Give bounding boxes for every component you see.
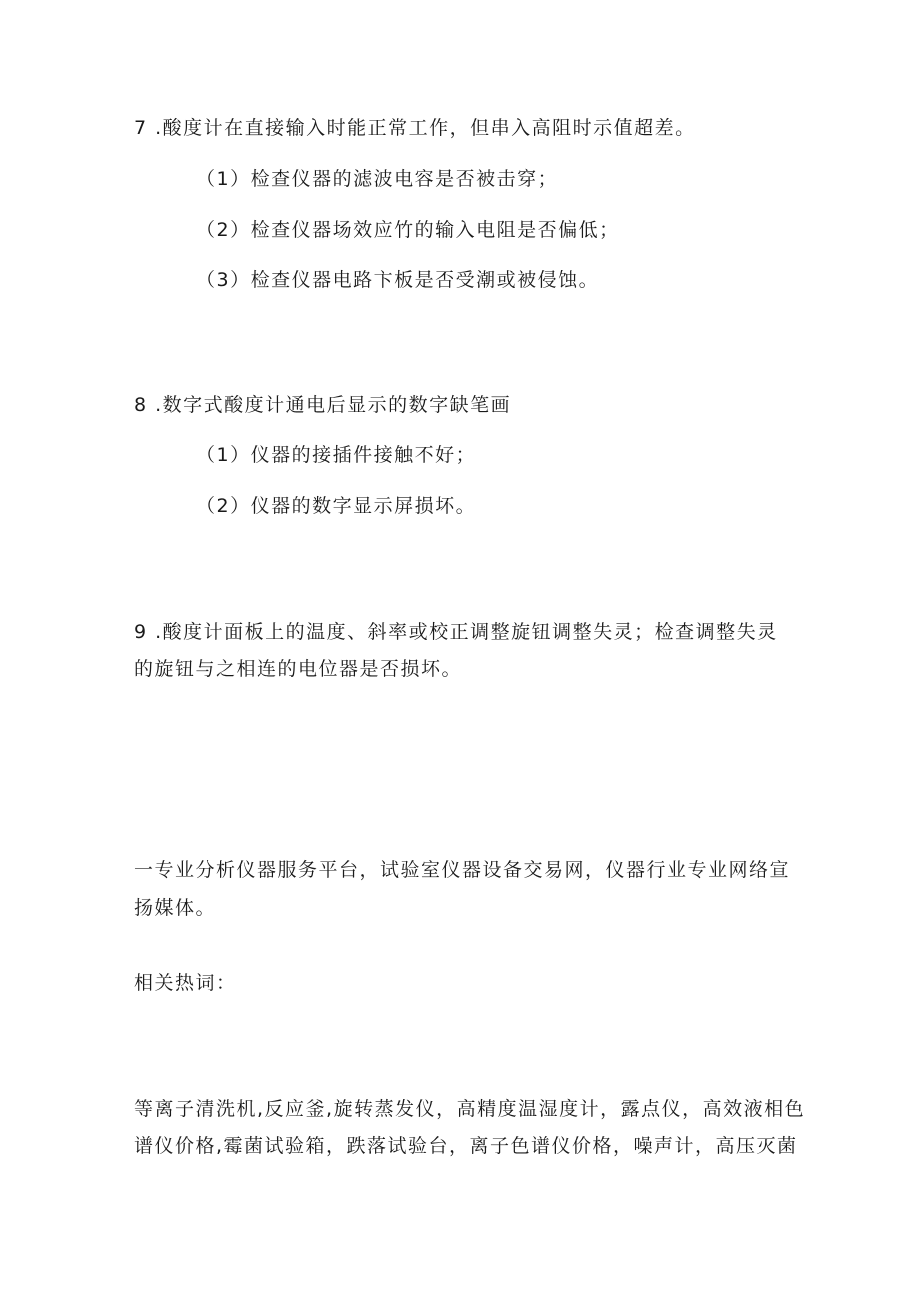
platform-line-2: 扬媒体。 <box>134 897 217 919</box>
platform-line-1: 一专业分析仪器服务平台，试验室仪器设备交易网，仪器行业专业网络宣 <box>134 859 791 881</box>
section-8-heading: 8 .数字式酸度计通电后显示的数字缺笔画 <box>134 394 512 416</box>
section-7-item-2: （2）检查仪器场效应竹的输入电阻是否偏低； <box>196 219 620 241</box>
section-7-heading: 7 .酸度计在直接输入时能正常工作，但串入高阻时示值超差。 <box>134 117 696 139</box>
hot-words-line-1: 等离子清洗机,反应釜,旋转蒸发仪，高精度温湿度计，露点仪，高效液相色 <box>134 1098 806 1120</box>
section-9-line-2: 的旋钮与之相连的电位器是否损坏。 <box>134 658 463 680</box>
section-7-item-3: （3）检查仪器电路卞板是否受潮或被侵蚀。 <box>196 269 600 291</box>
hot-words-line-2: 谱仪价格,霉菌试验箱，跌落试验台，离子色谱仪价格，噪声计，高压灭菌 <box>134 1135 798 1157</box>
hot-words-label: 相关热词： <box>134 972 237 994</box>
section-7-item-1: （1）检查仪器的滤波电容是否被击穿； <box>196 168 559 190</box>
section-8-item-1: （1）仪器的接插件接触不好； <box>196 444 477 466</box>
section-8-item-2: （2）仪器的数字显示屏损坏。 <box>196 495 477 517</box>
section-9-line-1: 9 .酸度计面板上的温度、斜率或校正调整旋钮调整失灵；检查调整失灵 <box>134 621 778 643</box>
